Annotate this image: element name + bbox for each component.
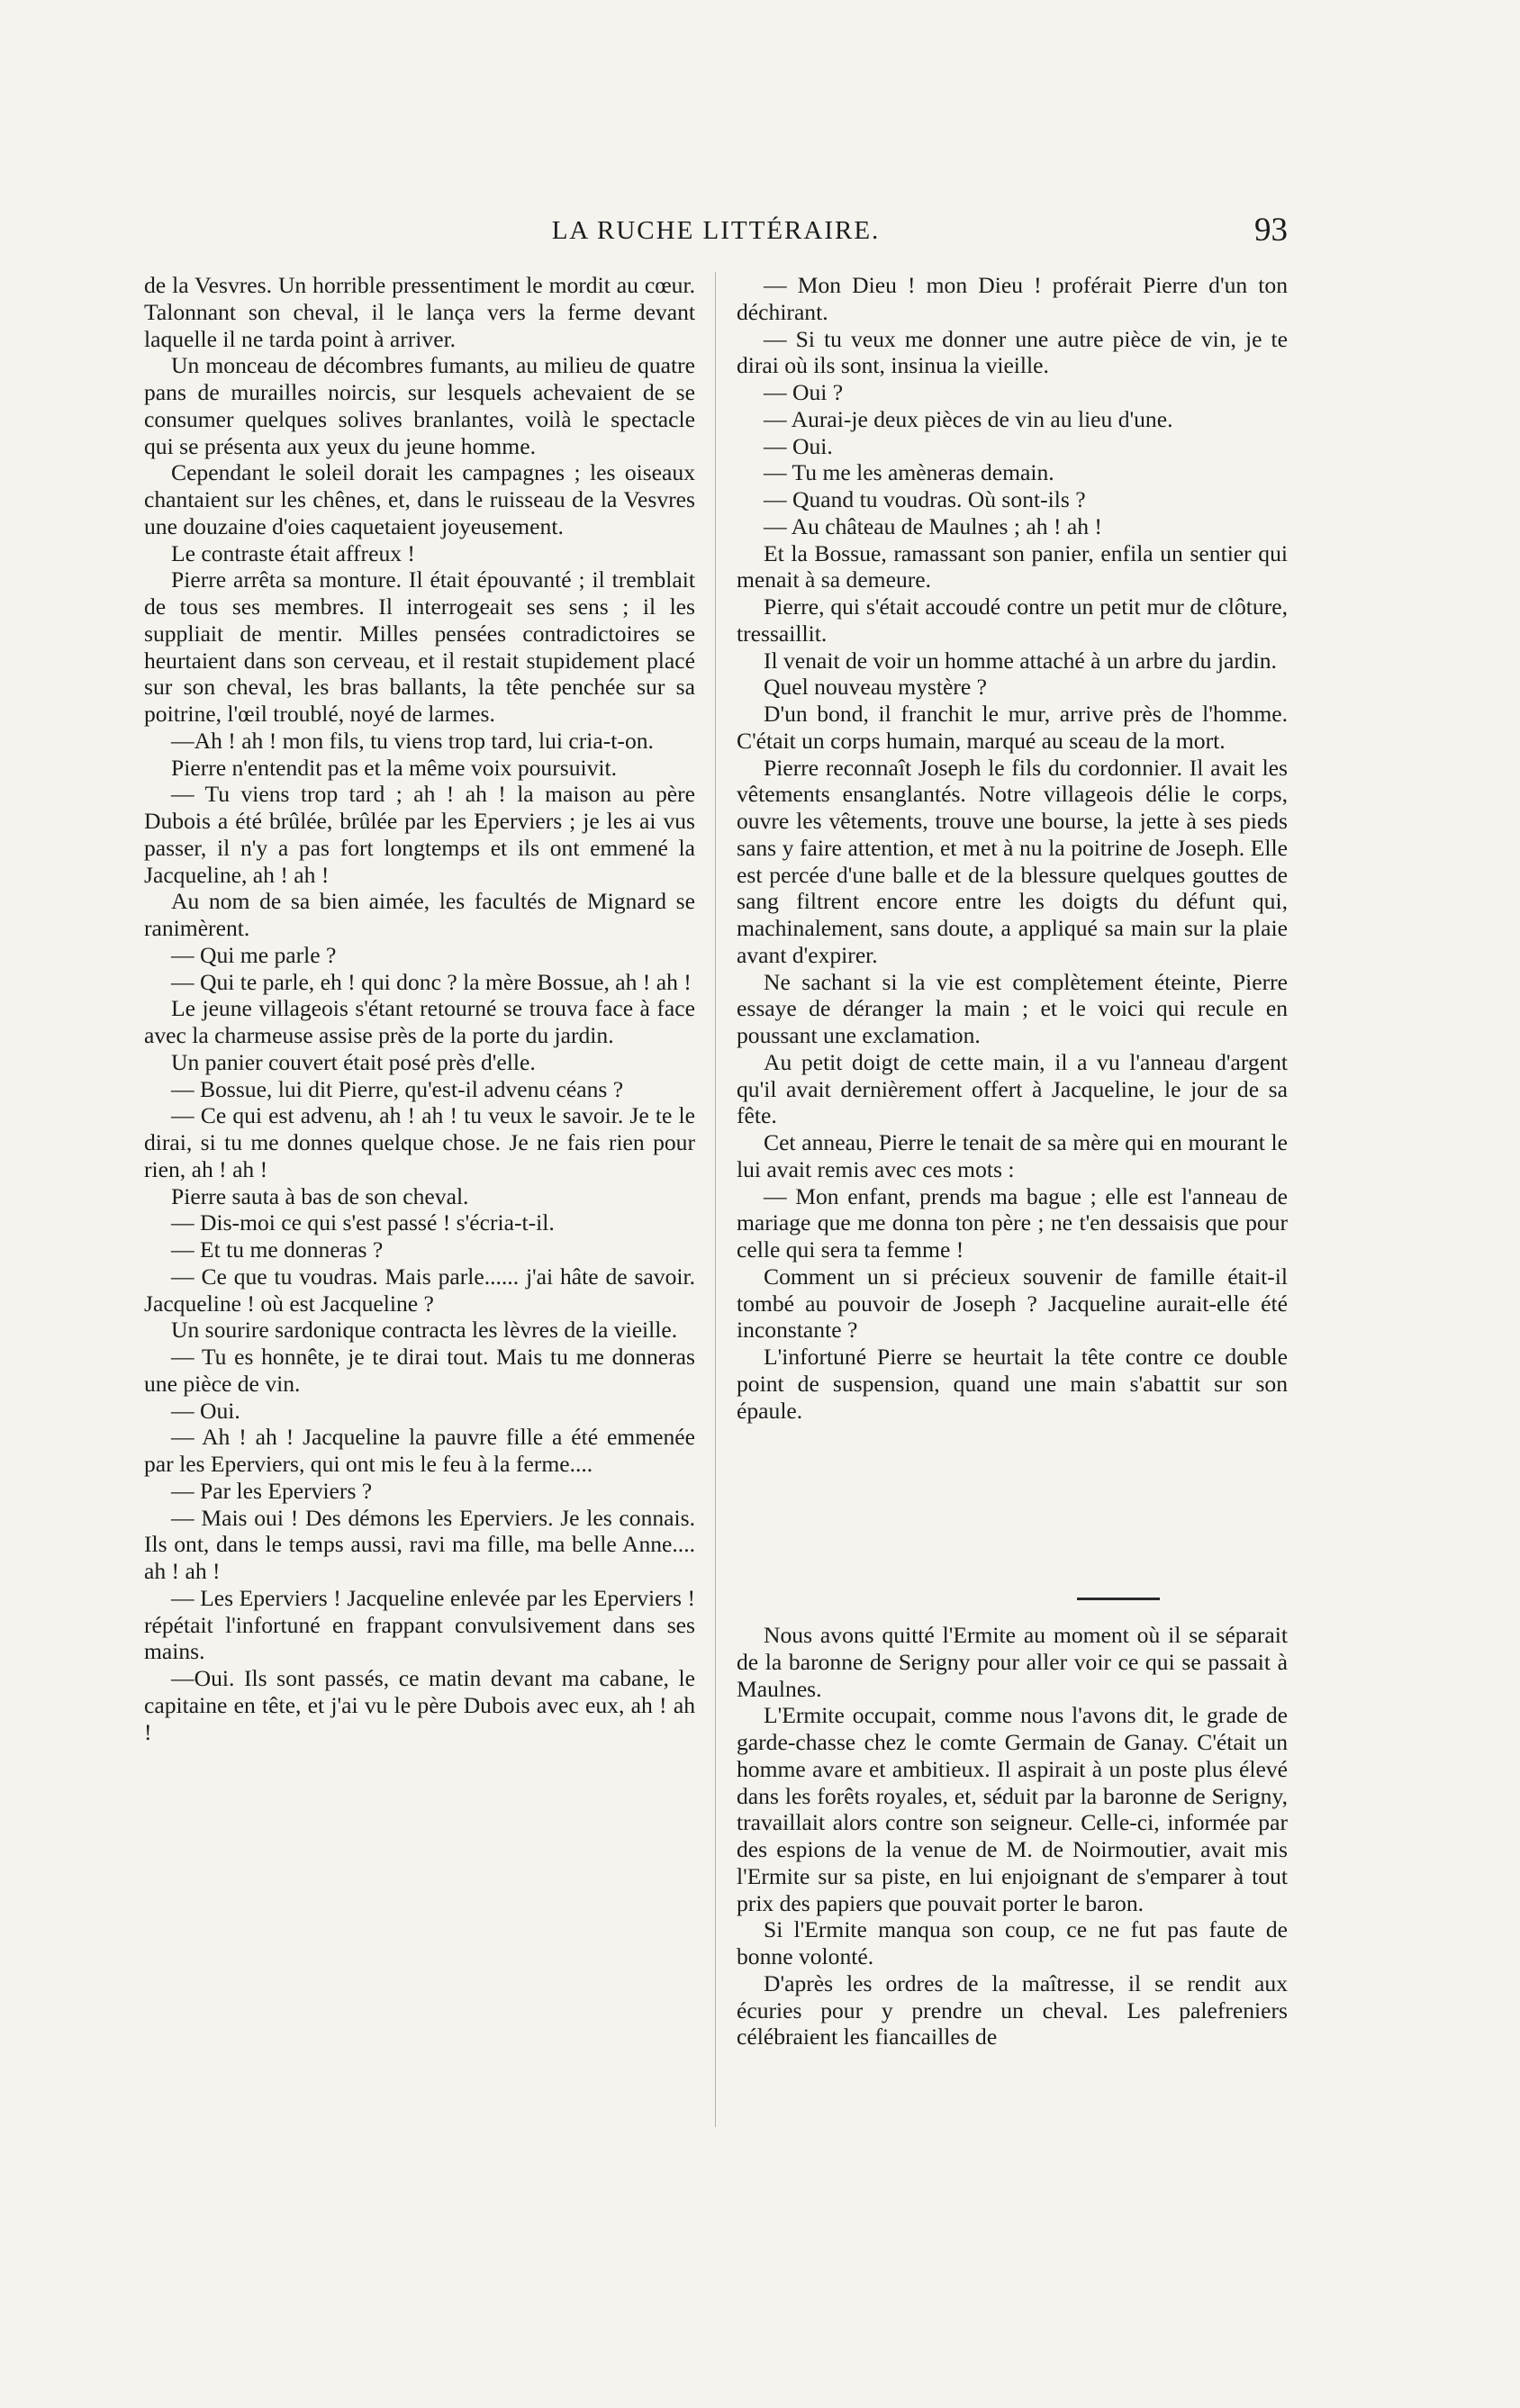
paragraph: — Aurai-je deux pièces de vin au lieu d'une. [764, 405, 1173, 432]
paragraph: — Dis-moi ce qui s'est passé ! s'écria-t-il. [171, 1209, 555, 1236]
running-head [144, 212, 1288, 258]
paragraph: Ne sachant si la vie est complètement éteinte, Pierre essaye de déranger la main ; et le voici qui recule en poussant une exclamation. [737, 968, 1288, 1048]
paragraph: — Quand tu voudras. Où sont-ils ? [764, 486, 1086, 512]
paragraph: — Oui. [171, 1397, 240, 1424]
paragraph: — Ah ! ah ! Jacqueline la pauvre fille a été emmenée par les Eperviers, qui ont mis le feu à la ferme.... [144, 1424, 695, 1477]
paragraph: Pierre arrêta sa monture. Il était épouvanté ; il tremblait de tous ses membres. Il interrogeait ses sens ; il les suppliait de mentir. Milles pensées contradictoires se heurtaient dans son cerveau, et il restait stupidement placé sur son cheval, les bras ballants, la tête penchée sur sa poitrine, l'œil troublé, noyé de larmes. [144, 566, 695, 727]
left-column [144, 272, 695, 1745]
paragraph: — Si tu veux me donner une autre pièce de vin, je te dirai où ils sont, insinua la vieille. [737, 325, 1288, 379]
paragraph: Le contraste était affreux ! [171, 539, 415, 566]
paragraph: — Tu viens trop tard ; ah ! ah ! la maison au père Dubois a été brûlée, brûlée par les Eperviers ; je les ai vus passer, il n'y a pas fort longtemps et ils ont emmené la Jacqueline, ah ! ah ! [144, 781, 695, 888]
column-divider [715, 272, 716, 2127]
paragraph: — Mon enfant, prends ma bague ; elle est l'anneau de mariage que me donna ton père ; ne t'en dessaisis que pour celle qui sera ta femme ! [737, 1182, 1288, 1263]
paragraph: Un monceau de décombres fumants, au milieu de quatre pans de murailles noircis, sur lesquels achevaient de se consumer quelques solives branlantes, voilà le spectacle qui se présenta aux yeux du jeune homme. [144, 352, 695, 459]
paragraph: — Mon Dieu ! mon Dieu ! proférait Pierre d'un ton déchirant. [737, 272, 1288, 325]
paragraph: Quel nouveau mystère ? [764, 674, 988, 701]
paragraph: Au petit doigt de cette main, il a vu l'anneau d'argent qu'il avait dernièrement offert à Jacqueline, le jour de sa fête. [737, 1048, 1288, 1129]
running-title: LA RUCHE LITTÉRAIRE. [551, 216, 881, 245]
paragraph: — Bossue, lui dit Pierre, qu'est-il advenu céans ? [171, 1075, 624, 1102]
paragraph: Il venait de voir un homme attaché à un arbre du jardin. [764, 647, 1277, 674]
paragraph: Pierre n'entendit pas et la même voix poursuivit. [171, 754, 618, 781]
paragraph: — Oui ? [764, 379, 844, 405]
paragraph: — Ce qui est advenu, ah ! ah ! tu veux le savoir. Je te le dirai, si tu me donnes quelque chose. Je ne fais rien pour rien, ah ! ah ! [144, 1102, 695, 1182]
paragraph: Comment un si précieux souvenir de famille était-il tombé au pouvoir de Joseph ? Jacqueline aurait-elle été inconstante ? [737, 1263, 1288, 1344]
paragraph: D'après les ordres de la maîtresse, il se rendit aux écuries pour y prendre un cheval. Les palefreniers célébraient les fiancailles de [737, 1969, 1288, 2050]
paragraph: Et la Bossue, ramassant son panier, enfila un sentier qui menait à sa demeure. [737, 539, 1288, 593]
paragraph: — Ce que tu voudras. Mais parle...... j'ai hâte de savoir. Jacqueline ! où est Jacqueline ? [144, 1263, 695, 1317]
paragraph: — Tu es honnête, je te dirai tout. Mais tu me donneras une pièce de vin. [144, 1344, 695, 1397]
right-column [737, 272, 1288, 1424]
paragraph: Un sourire sardonique contracta les lèvres de la vieille. [171, 1317, 678, 1344]
paragraph: Au nom de sa bien aimée, les facultés de Mignard se ranimèrent. [144, 888, 695, 941]
paragraph: Pierre, qui s'était accoudé contre un petit mur de clôture, tressaillit. [737, 593, 1288, 647]
paragraph: Pierre sauta à bas de son cheval. [171, 1182, 469, 1209]
section-separator-rule [1077, 1598, 1160, 1600]
paragraph: — Les Eperviers ! Jacqueline enlevée par les Eperviers ! répétait l'infortuné en frappant convulsivement dans ses mains. [144, 1584, 695, 1665]
paragraph: — Oui. [764, 432, 833, 459]
right-column-section-2 [737, 1622, 1288, 2050]
paragraph: Un panier couvert était posé près d'elle. [171, 1048, 536, 1075]
paragraph: —Ah ! ah ! mon fils, tu viens trop tard, lui cria-t-on. [171, 727, 654, 754]
page-number: 93 [1254, 212, 1288, 249]
paragraph: Pierre reconnaît Joseph le fils du cordonnier. Il avait les vêtements ensanglantés. Notre villageois délie le corps, ouvre les vêtements, trouve une bourse, la jette à ses pieds sans y faire attention, et met à nu la poitrine de Joseph. Elle est percée d'une balle et de la blessure quelques gouttes de sang filtrent encore entre les doigts du défunt qui, machinalement, sans doute, a appliqué sa main sur la plaie avant d'expirer. [737, 754, 1288, 968]
paragraph: — Par les Eperviers ? [171, 1477, 373, 1504]
paragraph: D'un bond, il franchit le mur, arrive près de l'homme. C'était un corps humain, marqué au sceau de la mort. [737, 701, 1288, 754]
paragraph: de la Vesvres. Un horrible pressentiment le mordit au cœur. Talonnant son cheval, il le lança vers la ferme devant laquelle il ne tarda point à arriver. [144, 272, 695, 352]
paragraph: — Tu me les amèneras demain. [764, 459, 1054, 486]
paragraph: — Et tu me donneras ? [171, 1236, 384, 1263]
paragraph: — Qui te parle, eh ! qui donc ? la mère Bossue, ah ! ah ! [171, 968, 692, 995]
paragraph: L'Ermite occupait, comme nous l'avons dit, le grade de garde-chasse chez le comte Germain de Ganay. C'était un homme avare et ambitieux. Il aspirait à un poste plus élevé dans les forêts royales, et, séduit par la baronne de Serigny, travaillait alors contre son seigneur. Celle-ci, informée par des espions de la venue de M. de Noirmoutier, avait mis l'Ermite sur sa piste, en lui enjoignant de s'emparer à tout prix des papiers que pouvait porter le baron. [737, 1702, 1288, 1916]
paragraph: Si l'Ermite manqua son coup, ce ne fut pas faute de bonne volonté. [737, 1916, 1288, 1969]
paragraph: — Au château de Maulnes ; ah ! ah ! [764, 512, 1102, 539]
paragraph: —Oui. Ils sont passés, ce matin devant ma cabane, le capitaine en tête, et j'ai vu le père Dubois avec eux, ah ! ah ! [144, 1665, 695, 1745]
paragraph: L'infortuné Pierre se heurtait la tête contre ce double point de suspension, quand une main s'abattit sur son épaule. [737, 1344, 1288, 1424]
paragraph: Cet anneau, Pierre le tenait de sa mère qui en mourant le lui avait remis avec ces mots : [737, 1129, 1288, 1182]
paragraph: Le jeune villageois s'étant retourné se trouva face à face avec la charmeuse assise près de la porte du jardin. [144, 995, 695, 1048]
paragraph: Cependant le soleil dorait les campagnes ; les oiseaux chantaient sur les chênes, et, dans le ruisseau de la Vesvres une douzaine d'oies caquetaient joyeusement. [144, 459, 695, 539]
paragraph: — Mais oui ! Des démons les Eperviers. Je les connais. Ils ont, dans le temps aussi, ravi ma fille, ma belle Anne.... ah ! ah ! [144, 1504, 695, 1584]
paragraph: — Qui me parle ? [171, 941, 337, 968]
paragraph: Nous avons quitté l'Ermite au moment où il se séparait de la baronne de Serigny pour aller voir ce qui se passait à Maulnes. [737, 1622, 1288, 1702]
